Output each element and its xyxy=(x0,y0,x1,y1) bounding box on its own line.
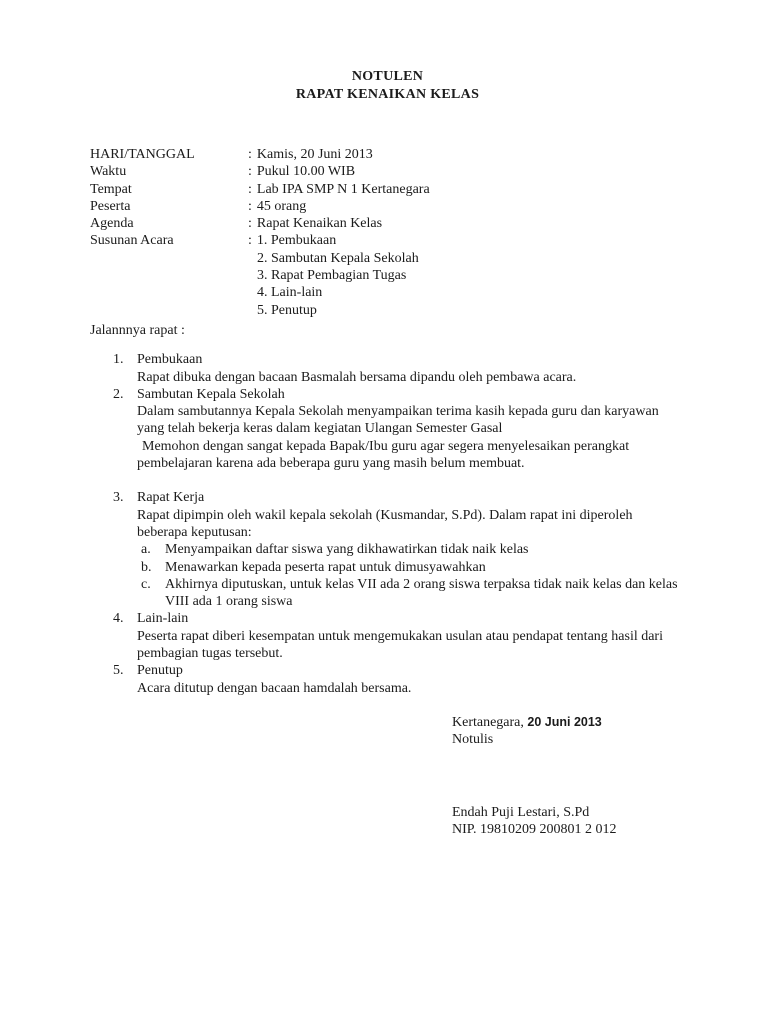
colon-separator: : xyxy=(248,147,252,162)
meta-label: Tempat xyxy=(90,181,132,197)
sub-item-a xyxy=(141,541,685,558)
agenda-item-4: 4. Lain-lain xyxy=(257,285,323,301)
agenda-item-3: 3. Rapat Pembagian Tugas xyxy=(257,268,407,284)
signature-place: Kertanegara, xyxy=(452,714,524,730)
signature-block xyxy=(452,714,685,838)
item-heading: Sambutan Kepala Sekolah xyxy=(137,386,285,402)
signature-place-date xyxy=(452,714,685,731)
meta-row-place xyxy=(90,181,685,198)
sub-item-text: Akhirnya diputuskan, untuk kelas VII ada 2 orang siswa terpaksa tidak naik kelas dan kelas VIII ada 1 orang siswa xyxy=(165,576,678,610)
meta-value: 45 orang xyxy=(256,198,307,214)
colon-separator: : xyxy=(248,164,252,180)
title-line-1: NOTULEN xyxy=(351,69,424,84)
meta-label: Peserta xyxy=(90,198,131,214)
signature-role: Notulis xyxy=(452,732,494,748)
signature-space xyxy=(452,749,685,804)
item-paragraph: Acara ditutup dengan bacaan hamdalah bersama. xyxy=(137,680,412,696)
item-heading: Pembukaan xyxy=(137,352,203,368)
meeting-items-list xyxy=(113,351,685,697)
meeting-course-heading: Jalannnya rapat : xyxy=(90,322,185,338)
item-number: 3. xyxy=(113,490,124,506)
item-heading: Penutup xyxy=(137,663,183,679)
signature-date: 20 Juni 2013 xyxy=(527,714,602,729)
item-number: 5. xyxy=(113,663,124,679)
colon-separator: : xyxy=(248,181,252,197)
meta-value: Kamis, 20 Juni 2013 xyxy=(256,147,373,162)
title-line-2: RAPAT KENAIKAN KELAS xyxy=(295,87,480,102)
colon-separator: : xyxy=(248,198,252,214)
sub-item-marker: b. xyxy=(141,559,152,575)
item-paragraph: Memohon dengan sangat kepada Bapak/Ibu guru agar segera menyelesaikan perangkat pembelajaran karena ada beberapa guru yang masih belum membuat. xyxy=(137,438,630,472)
item-paragraph: Dalam sambutannya Kepala Sekolah menyampaikan terima kasih kepada guru dan karyawan yang telah bekerja keras dalam kegiatan Ulangan Semester Gasal xyxy=(137,404,659,437)
signature-nip: NIP. 19810209 200801 2 012 xyxy=(452,821,617,837)
meta-row-schedule xyxy=(90,232,685,318)
item-heading: Lain-lain xyxy=(137,611,189,627)
sub-item-text: Menawarkan kepada peserta rapat untuk dimusyawahkan xyxy=(165,559,486,575)
colon-separator: : xyxy=(248,233,252,249)
meta-block xyxy=(90,146,685,319)
meta-label: Waktu xyxy=(90,164,127,180)
sub-item-text: Menyampaikan daftar siswa yang dikhawatirkan tidak naik kelas xyxy=(165,542,529,558)
list-item-opening xyxy=(113,351,685,386)
meta-label: Susunan Acara xyxy=(90,233,174,249)
colon-separator: : xyxy=(248,216,252,232)
agenda-item-5: 5. Penutup xyxy=(257,302,317,318)
item-number: 1. xyxy=(113,352,124,368)
item-number: 2. xyxy=(113,386,124,402)
meta-value: Pukul 10.00 WIB xyxy=(256,164,356,180)
item-number: 4. xyxy=(113,611,124,627)
meta-row-participants xyxy=(90,198,685,215)
sub-item-marker: c. xyxy=(141,576,151,592)
sub-item-marker: a. xyxy=(141,542,151,558)
meta-label: Agenda xyxy=(90,216,134,232)
list-item-closing xyxy=(113,662,685,697)
item-paragraph: Peserta rapat diberi kesempatan untuk mengemukakan usulan atau pendapat tentang hasil dari pembagian tugas tersebut. xyxy=(137,628,663,662)
item-heading: Rapat Kerja xyxy=(137,490,205,506)
document-title xyxy=(90,68,685,104)
meta-row-time xyxy=(90,163,685,180)
meta-row-day-date xyxy=(90,146,685,163)
list-item-principal-speech xyxy=(113,386,685,472)
decision-sublist xyxy=(141,541,685,610)
signature-name: Endah Puji Lestari, S.Pd xyxy=(452,804,590,820)
item-paragraph: Rapat dipimpin oleh wakil kepala sekolah (Kusmandar, S.Pd). Dalam rapat ini diperoleh beberapa keputusan: xyxy=(137,507,633,540)
item-paragraph: Rapat dibuka dengan bacaan Basmalah bersama dipandu oleh pembawa acara. xyxy=(137,369,577,385)
meta-value: Rapat Kenaikan Kelas xyxy=(256,216,383,232)
meta-label: HARI/TANGGAL xyxy=(90,147,195,162)
meta-value: Lab IPA SMP N 1 Kertanegara xyxy=(256,181,430,197)
list-item-others xyxy=(113,610,685,662)
meta-row-agenda xyxy=(90,215,685,232)
sub-item-c xyxy=(141,576,685,611)
list-item-working-meeting xyxy=(113,489,685,610)
agenda-item-1: : 1. Pembukaan xyxy=(248,233,337,249)
sub-item-b xyxy=(141,559,685,576)
agenda-item-2: 2. Sambutan Kepala Sekolah xyxy=(257,250,419,266)
